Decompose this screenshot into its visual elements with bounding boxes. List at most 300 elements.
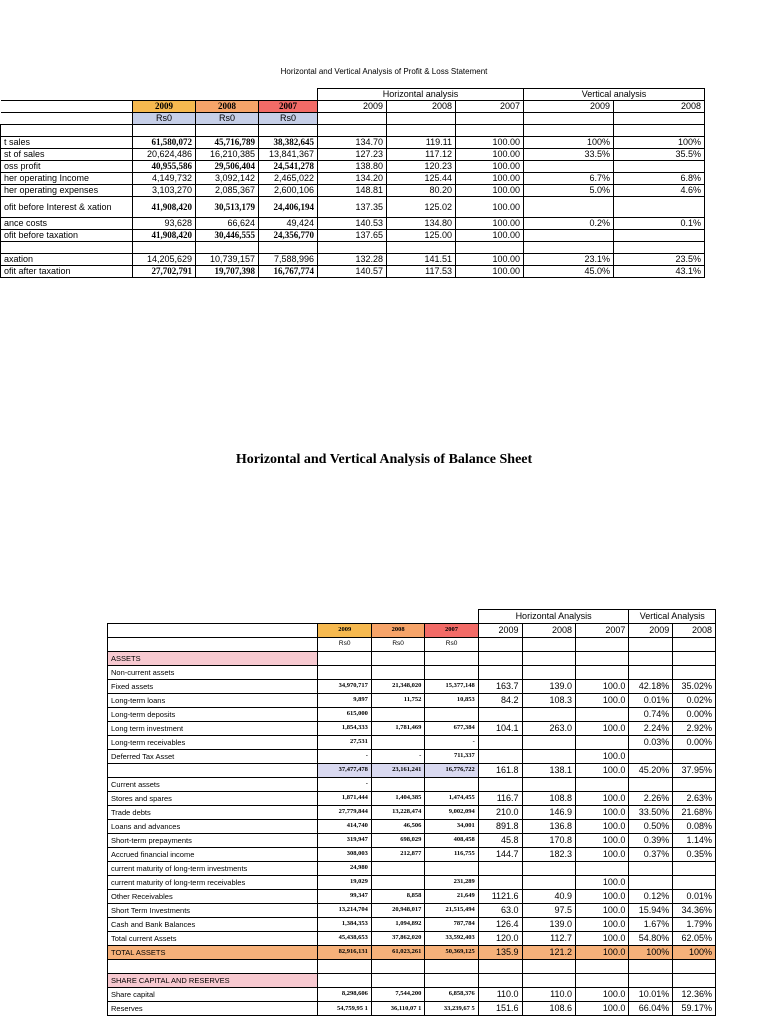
vertical-cell: 6.8% [614,173,705,185]
value-cell: 15,377,148 [425,680,478,694]
value-cell: 2,465,022 [259,173,318,185]
row-label: Share capital [108,988,318,1002]
horizontal-cell: 110.0 [522,988,575,1002]
horizontal-cell: 100.0 [575,792,628,806]
table-row [108,680,716,694]
vertical-cell: 6.7% [524,173,614,185]
horizontal-analysis-header: Horizontal analysis [318,89,524,101]
value-cell: 16,210,385 [196,149,259,161]
horizontal-cell: 100.0 [575,764,628,778]
vertical-cell: 1.79% [673,918,716,932]
horizontal-cell: 137.65 [318,230,387,242]
value-cell [371,652,424,666]
value-cell: 319,947 [318,834,371,848]
vertical-cell [673,974,716,988]
horizontal-cell: 100.00 [456,230,524,242]
year-header: 2008 [371,624,424,638]
h-year-header: 2008 [387,101,456,113]
vertical-cell: 2.26% [629,792,673,806]
cell [387,125,456,137]
value-cell [318,666,371,680]
value-cell: 19,707,398 [196,266,259,278]
horizontal-cell: 120.23 [387,161,456,173]
row-label: Short Term Investments [108,904,318,918]
value-cell: 2,085,367 [196,185,259,197]
vertical-cell: 45.0% [524,266,614,278]
horizontal-cell [575,652,628,666]
row-label: Cash and Bank Balances [108,918,318,932]
value-cell [318,960,371,974]
horizontal-cell: 84.2 [478,694,522,708]
cell [1,125,133,137]
cell [1,101,133,113]
value-cell: 10,853 [425,694,478,708]
h-year-header: 2007 [575,624,628,638]
table-row [108,806,716,820]
vertical-cell: 0.03% [629,736,673,750]
value-cell: 24,541,278 [259,161,318,173]
vertical-cell: 100% [629,946,673,960]
cell [196,125,259,137]
horizontal-cell: 170.8 [522,834,575,848]
horizontal-cell: 138.80 [318,161,387,173]
pl-spacer-row [1,125,705,137]
value-cell: 11,752 [371,694,424,708]
row-label: Fixed assets [108,680,318,694]
table-row [108,862,716,876]
horizontal-cell: 182.3 [522,848,575,862]
horizontal-cell: 125.00 [387,230,456,242]
horizontal-cell [478,708,522,722]
value-cell: 1,404,385 [371,792,424,806]
horizontal-cell: 104.1 [478,722,522,736]
horizontal-cell: 108.3 [522,694,575,708]
row-label: Loans and advances [108,820,318,834]
horizontal-cell: 100.0 [575,680,628,694]
value-cell: - [371,750,424,764]
value-cell: 23,161,241 [371,764,424,778]
vertical-cell: 0.02% [673,694,716,708]
value-cell: 38,382,645 [259,137,318,149]
table-row [108,652,716,666]
cell [522,638,575,652]
vertical-cell [673,862,716,876]
cell [259,242,318,254]
value-cell [371,778,424,792]
horizontal-cell: 100.00 [456,137,524,149]
value-cell: 408,458 [425,834,478,848]
horizontal-cell: 100.0 [575,988,628,1002]
horizontal-cell: 125.02 [387,197,456,218]
value-cell: 19,029 [318,876,371,890]
horizontal-cell: 120.0 [478,932,522,946]
cell [387,242,456,254]
horizontal-cell: 100.0 [575,932,628,946]
vertical-cell: 4.6% [614,185,705,197]
horizontal-cell [522,862,575,876]
value-cell: 54,759,95 1 [318,1002,371,1016]
row-label: Long-term loans [108,694,318,708]
cell [524,242,614,254]
horizontal-cell: 126.4 [478,918,522,932]
horizontal-cell: 125.44 [387,173,456,185]
row-label: SHARE CAPITAL AND RESERVES [108,974,318,988]
value-cell: 4,149,732 [133,173,196,185]
table-row [108,848,716,862]
horizontal-cell: 100.0 [575,722,628,736]
row-label: t sales [1,137,133,149]
horizontal-cell [575,960,628,974]
vertical-cell: 2.24% [629,722,673,736]
table-row [108,834,716,848]
vertical-cell: 1.67% [629,918,673,932]
value-cell: 45,716,789 [196,137,259,149]
vertical-cell: 23.1% [524,254,614,266]
value-cell: 45,438,653 [318,932,371,946]
vertical-cell [673,960,716,974]
row-label: Long-term deposits [108,708,318,722]
value-cell: 99,347 [318,890,371,904]
horizontal-cell [478,750,522,764]
vertical-cell: 1.14% [673,834,716,848]
table-row [108,666,716,680]
horizontal-cell: 135.9 [478,946,522,960]
cell [478,638,522,652]
value-cell: 6,858,376 [425,988,478,1002]
vertical-cell: 34.36% [673,904,716,918]
horizontal-cell: 891.8 [478,820,522,834]
value-cell: 615,000 [318,708,371,722]
row-label: ance costs [1,218,133,230]
horizontal-cell: 134.70 [318,137,387,149]
horizontal-cell: 100.00 [456,218,524,230]
table-row [108,918,716,932]
value-cell: 34,001 [425,820,478,834]
row-label: ofit before taxation [1,230,133,242]
row-label: ofit before Interest & xation [1,197,133,218]
cell [524,113,614,125]
value-cell: 24,980 [318,862,371,876]
horizontal-cell [522,708,575,722]
vertical-cell: 0.08% [673,820,716,834]
value-cell: 24,356,770 [259,230,318,242]
table-row [108,904,716,918]
cell [108,624,318,638]
value-cell [371,960,424,974]
table-row [1,254,705,266]
table-row [108,960,716,974]
value-cell: - [318,778,371,792]
horizontal-cell: 112.7 [522,932,575,946]
row-label: Stores and spares [108,792,318,806]
table-row [108,876,716,890]
vertical-cell: 45.20% [629,764,673,778]
vertical-cell [614,197,705,218]
value-cell: - [425,736,478,750]
value-cell: 1,871,444 [318,792,371,806]
vertical-cell [629,960,673,974]
horizontal-cell: 263.0 [522,722,575,736]
vertical-cell [673,778,716,792]
vertical-cell: 0.39% [629,834,673,848]
value-cell: 20,948,017 [371,904,424,918]
value-cell: 10,739,157 [196,254,259,266]
value-cell: 8,298,606 [318,988,371,1002]
table-row [108,974,716,988]
row-label: Trade debts [108,806,318,820]
currency-cell: Rs0 [318,638,371,652]
horizontal-cell: 148.81 [318,185,387,197]
horizontal-cell: 140.53 [318,218,387,230]
value-cell: 36,110,07 1 [371,1002,424,1016]
horizontal-cell [575,736,628,750]
horizontal-cell: 100.0 [575,834,628,848]
vertical-cell [524,197,614,218]
value-cell: 1,854,333 [318,722,371,736]
pl-group-header-row [1,89,705,101]
horizontal-cell [522,876,575,890]
value-cell: 27,779,844 [318,806,371,820]
horizontal-cell: 136.8 [522,820,575,834]
table-row [108,736,716,750]
horizontal-cell: 119.11 [387,137,456,149]
bs-currency-row [108,638,716,652]
horizontal-cell: 137.35 [318,197,387,218]
value-cell: 414,740 [318,820,371,834]
horizontal-cell: 100.0 [575,946,628,960]
horizontal-cell: 108.6 [522,1002,575,1016]
vertical-cell: 59.17% [673,1002,716,1016]
vertical-cell [629,862,673,876]
horizontal-cell: 108.8 [522,792,575,806]
row-label: Long-term receivables [108,736,318,750]
v-year-header: 2008 [673,624,716,638]
value-cell: 33,592,403 [425,932,478,946]
row-label: Long term investment [108,722,318,736]
vertical-cell: 35.02% [673,680,716,694]
horizontal-cell [478,862,522,876]
cell [614,242,705,254]
currency-cell: Rs0 [259,113,318,125]
cell [133,125,196,137]
vertical-cell: 37.95% [673,764,716,778]
horizontal-cell: 146.9 [522,806,575,820]
horizontal-cell: 163.7 [478,680,522,694]
pl-title: Horizontal and Vertical Analysis of Profit & Loss Statement [280,67,488,76]
row-label: Total current Assets [108,932,318,946]
pl-currency-row [1,113,705,125]
vertical-cell [629,666,673,680]
table-row [108,932,716,946]
vertical-cell: 5.0% [524,185,614,197]
horizontal-cell: 144.7 [478,848,522,862]
value-cell: 33,239,67 5 [425,1002,478,1016]
table-row [108,988,716,1002]
horizontal-cell: 127.23 [318,149,387,161]
horizontal-cell [522,666,575,680]
horizontal-cell: 110.0 [478,988,522,1002]
value-cell: 21,515,494 [425,904,478,918]
vertical-cell: 33.50% [629,806,673,820]
horizontal-cell [478,736,522,750]
value-cell: 29,506,404 [196,161,259,173]
cell [456,113,524,125]
horizontal-cell: 100.00 [456,173,524,185]
horizontal-cell [575,708,628,722]
currency-cell: Rs0 [371,638,424,652]
value-cell [425,778,478,792]
row-label: current maturity of long-term receivables [108,876,318,890]
value-cell: 61,023,261 [371,946,424,960]
horizontal-cell: 100.0 [575,848,628,862]
cell [259,125,318,137]
cell [259,89,318,101]
table-row [1,197,705,218]
row-label: Short-term prepayments [108,834,318,848]
vertical-cell [614,230,705,242]
horizontal-cell [575,666,628,680]
horizontal-cell: 134.20 [318,173,387,185]
horizontal-cell: 210.0 [478,806,522,820]
horizontal-cell: 100.0 [575,904,628,918]
row-label: Accrued financial income [108,848,318,862]
value-cell: 1,474,455 [425,792,478,806]
value-cell: 9,002,094 [425,806,478,820]
vertical-cell [629,778,673,792]
bs-group-header-row [108,610,716,624]
vertical-cell: 12.36% [673,988,716,1002]
horizontal-cell: 117.12 [387,149,456,161]
row-label: TOTAL ASSETS [108,946,318,960]
horizontal-cell: 100.0 [575,750,628,764]
horizontal-cell: 100.0 [575,820,628,834]
horizontal-cell: 139.0 [522,680,575,694]
row-label: Other Receivables [108,890,318,904]
vertical-cell [673,666,716,680]
horizontal-cell [522,736,575,750]
value-cell [371,666,424,680]
cell [318,610,371,624]
horizontal-cell [478,960,522,974]
vertical-cell [673,750,716,764]
vertical-cell: 23.5% [614,254,705,266]
currency-cell: Rs0 [425,638,478,652]
value-cell: 34,970,717 [318,680,371,694]
vertical-cell: 0.74% [629,708,673,722]
vertical-cell [614,161,705,173]
v-year-header: 2008 [614,101,705,113]
vertical-cell: 2.63% [673,792,716,806]
horizontal-cell [522,652,575,666]
horizontal-cell: 100.00 [456,254,524,266]
value-cell [371,974,424,988]
vertical-cell: 35.5% [614,149,705,161]
value-cell: 1,094,892 [371,918,424,932]
value-cell: 8,858 [371,890,424,904]
horizontal-cell: 116.7 [478,792,522,806]
row-label: her operating Income [1,173,133,185]
row-label: st of sales [1,149,133,161]
value-cell: 1,781,469 [371,722,424,736]
horizontal-cell: 121.2 [522,946,575,960]
value-cell: 13,228,474 [371,806,424,820]
row-label: Reserves [108,1002,318,1016]
value-cell [425,652,478,666]
table-row [108,792,716,806]
balance-sheet-table [107,609,716,1016]
value-cell: 24,406,194 [259,197,318,218]
value-cell: 37,862,020 [371,932,424,946]
horizontal-cell: 134.80 [387,218,456,230]
year-header: 2007 [425,624,478,638]
horizontal-cell [522,960,575,974]
horizontal-cell [575,862,628,876]
value-cell: 677,384 [425,722,478,736]
cell [387,113,456,125]
table-row [1,137,705,149]
horizontal-cell: 161.8 [478,764,522,778]
horizontal-cell: 100.00 [456,149,524,161]
cell [108,638,318,652]
value-cell [425,708,478,722]
value-cell: 21,348,020 [371,680,424,694]
value-cell: 93,628 [133,218,196,230]
year-header: 2009 [318,624,371,638]
year-header: 2007 [259,101,318,113]
cell [629,638,673,652]
cell [133,89,196,101]
horizontal-cell: 140.57 [318,266,387,278]
vertical-cell [524,161,614,173]
value-cell: 13,214,704 [318,904,371,918]
vertical-cell: 43.1% [614,266,705,278]
vertical-cell: 42.18% [629,680,673,694]
cell [614,113,705,125]
value-cell: - [318,750,371,764]
vertical-cell [629,750,673,764]
cell [108,610,318,624]
value-cell: 698,029 [371,834,424,848]
horizontal-cell: 117.53 [387,266,456,278]
balance-sheet-title: Horizontal and Vertical Analysis of Balance Sheet [235,452,533,467]
horizontal-cell: 100.0 [575,890,628,904]
cell [1,242,133,254]
value-cell: 27,531 [318,736,371,750]
vertical-cell: 10.01% [629,988,673,1002]
value-cell [425,960,478,974]
table-row [108,890,716,904]
horizontal-cell: 100.0 [575,876,628,890]
table-row [1,230,705,242]
value-cell: 787,784 [425,918,478,932]
vertical-cell: 0.00% [673,736,716,750]
vertical-cell [629,876,673,890]
vertical-cell [629,652,673,666]
horizontal-cell [575,974,628,988]
value-cell [425,666,478,680]
horizontal-cell: 45.8 [478,834,522,848]
table-row [1,173,705,185]
value-cell: 82,916,131 [318,946,371,960]
value-cell [371,708,424,722]
vertical-cell: 0.37% [629,848,673,862]
horizontal-cell [478,974,522,988]
horizontal-cell [478,652,522,666]
horizontal-cell: 100.0 [575,918,628,932]
value-cell: 21,649 [425,890,478,904]
horizontal-cell: 80.20 [387,185,456,197]
horizontal-cell: 97.5 [522,904,575,918]
